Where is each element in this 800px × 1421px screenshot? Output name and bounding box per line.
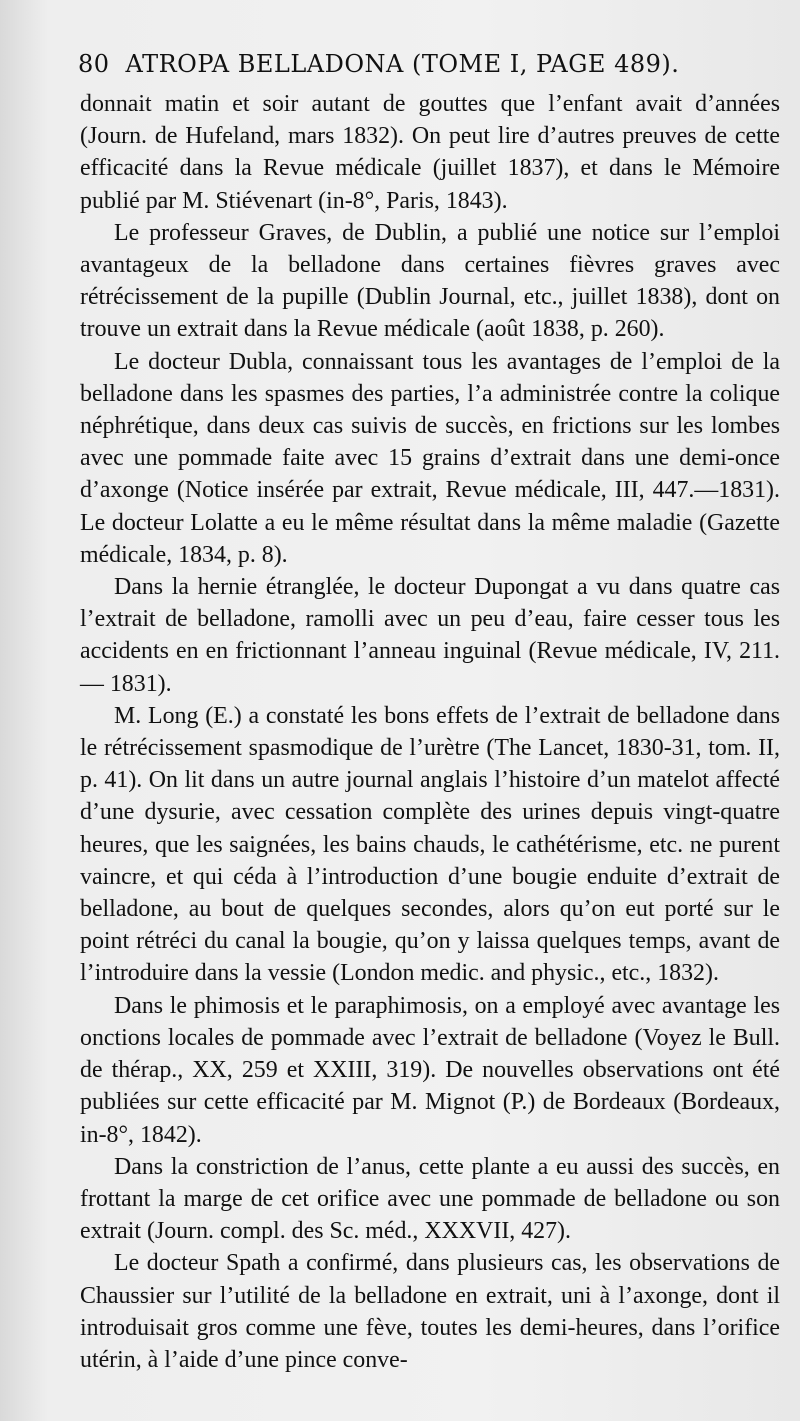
paragraph-continued: donnait matin et soir autant de gouttes que l’enfant avait d’années (Journ. de Hufeland, mars 1832). On peut lire d’autres preuves de cette efficacité dans la Revue médicale (juillet 1837), et dans le Mémoire publié par M. Stiévenart (in-8°, Paris, 1843). — [80, 91, 780, 214]
paragraph-graves: Le professeur Graves, de Dublin, a publié une notice sur l’emploi avantageux de la belladone dans certaines fièvres graves avec rétrécissement de la pupille (Dublin Journal, etc., juillet 1838), dont on trouve un extrait dans la Revue médicale (août 1838, p. 260). — [80, 219, 780, 343]
page-body — [80, 88, 780, 1376]
running-header — [78, 50, 778, 78]
paragraph-spath: Le docteur Spath a confirmé, dans plusieurs cas, les observations de Chaussier sur l’utilité de la belladone en extrait, uni à l’axonge, dont il introduisait gros comme une fève, toutes les demi-heures, dans l’orifice utérin, à l’aide d’une pince conve- — [80, 1250, 780, 1373]
paragraph-dubla: Le docteur Dubla, connaissant tous les avantages de l’emploi de la belladone dans les spasmes des parties, l’a administrée contre la colique néphrétique, dans deux cas suivis de succès, en frictions sur les lombes avec une pommade faite avec 15 grains d’extrait dans une demi-once d’axonge (Notice insérée par extrait, Revue médicale, III, 447.—1831). Le docteur Lolatte a eu le même résultat dans la même maladie (Gazette médicale, 1834, p. 8). — [80, 348, 780, 568]
paragraph-hernie: Dans la hernie étranglée, le docteur Dupongat a vu dans quatre cas l’extrait de belladone, ramolli avec un peu d’eau, faire cesser tous les accidents en en frictionnant l’anneau inguinal (Revue médicale, IV, 211. — 1831). — [80, 574, 780, 697]
running-title: ATROPA BELLADONA (TOME I, PAGE 489). — [125, 50, 680, 78]
paragraph-long: M. Long (E.) a constaté les bons effets de l’extrait de belladone dans le rétrécissement spasmodique de l’urètre (The Lancet, 1830-31, tom. II, p. 41). On lit dans un autre journal anglais l’histoire d’un matelot affecté d’une dysurie, avec cessation complète des urines depuis vingt-quatre heures, que les saignées, les bains chauds, le cathétérisme, etc. ne purent vaincre, et qui céda à l’introduction d’une bougie enduite d’extrait de belladone, au bout de quelques secondes, alors qu’on eut porté sur le point rétréci du canal la bougie, qu’on y laissa quelques temps, avant de l’introduire dans la vessie (London medic. and physic., etc., 1832). — [80, 702, 780, 987]
page-number: 80 — [78, 50, 110, 78]
paragraph-phimosis: Dans le phimosis et le paraphimosis, on a employé avec avantage les onctions locales de pommade avec l’extrait de belladone (Voyez le Bull. de thérap., XX, 259 et XXIII, 319). De nouvelles observations ont été publiées sur cette efficacité par M. Mignot (P.) de Bordeaux (Bordeaux, in-8°, 1842). — [80, 992, 780, 1148]
paragraph-anus: Dans la constriction de l’anus, cette plante a eu aussi des succès, en frottant la marge de cet orifice avec une pommade de belladone ou son extrait (Journ. compl. des Sc. méd., XXXVII, 427). — [80, 1153, 780, 1245]
